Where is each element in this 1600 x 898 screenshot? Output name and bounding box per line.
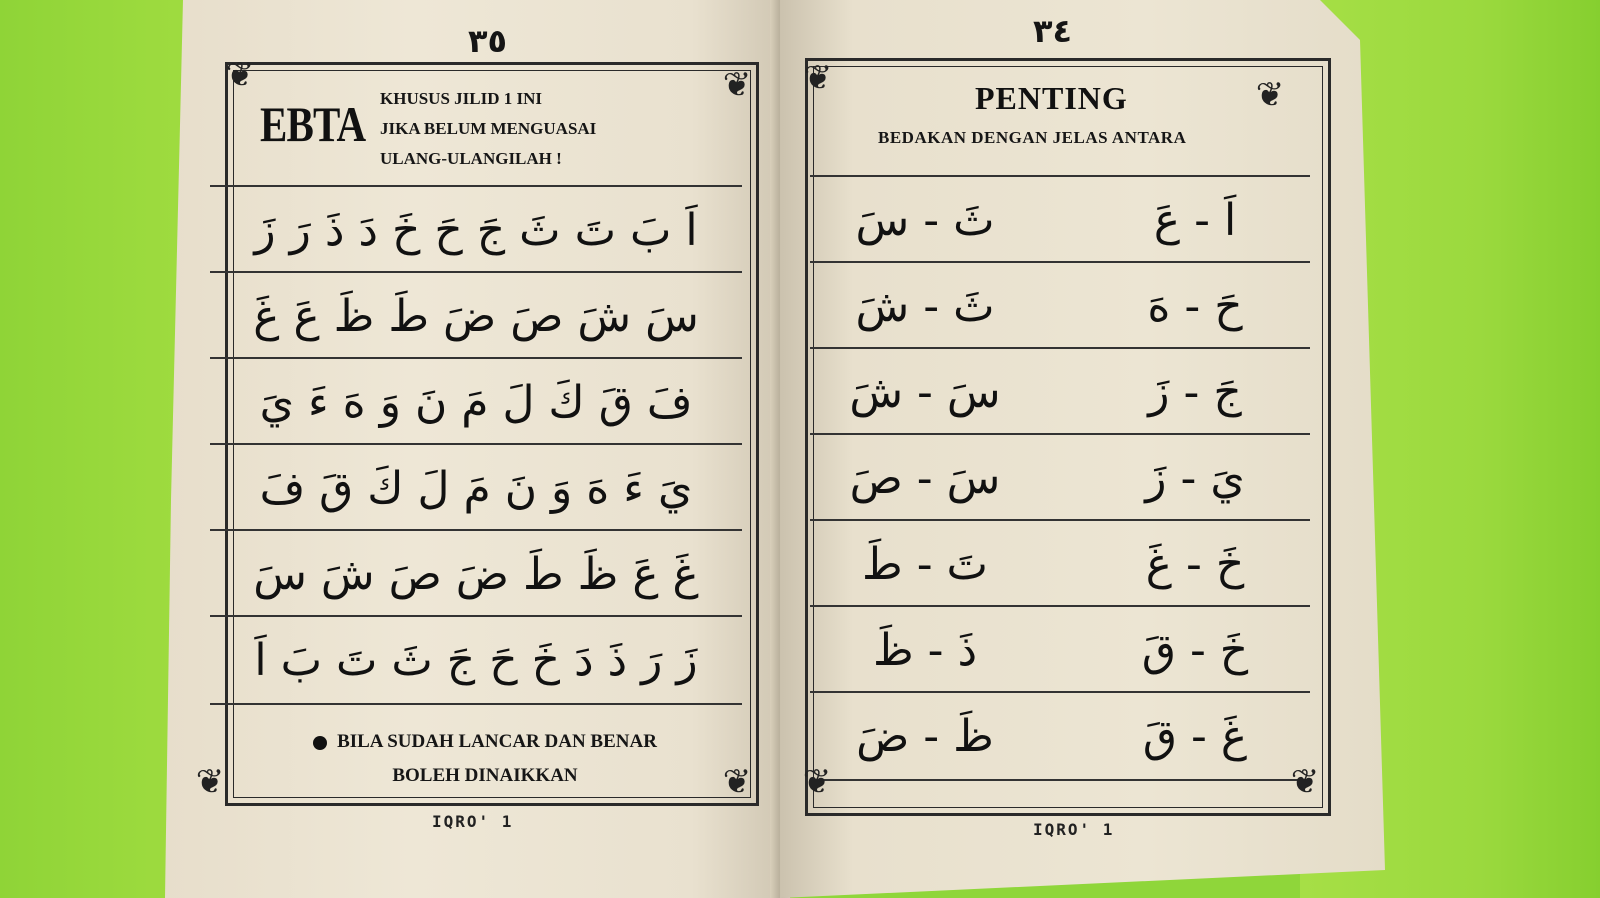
pair-second: ثَ - سَ <box>855 194 995 246</box>
letter-row <box>210 443 742 531</box>
pair-row <box>810 347 1310 435</box>
footer-line-1 <box>245 725 725 759</box>
right-page-number: ٣٤ <box>1033 12 1073 50</box>
ornament-icon: ❦ <box>802 762 832 802</box>
penting-subtitle: BEDAKAN DENGAN JELAS ANTARA <box>878 128 1187 147</box>
ornament-icon: ❦ <box>1290 762 1320 802</box>
left-page-number: ٣٥ <box>468 22 508 60</box>
notice-block <box>380 84 680 174</box>
letter-row <box>210 529 742 617</box>
footer-line-text: BILA SUDAH LANCAR DAN BENAR <box>337 731 657 752</box>
letter-row <box>210 615 742 705</box>
ebta-title: EBTA <box>260 96 366 152</box>
pair-row <box>810 519 1310 607</box>
penting-title: PENTING <box>975 80 1128 116</box>
pair-row <box>810 605 1310 693</box>
pair-first: يَ - زَ <box>1145 452 1245 504</box>
pair-second: ذَ - ظَ <box>872 624 978 676</box>
notice-line: KHUSUS JILID 1 INI <box>380 89 543 108</box>
letter-row-text: زَ رَ ذَ دَ خَ حَ جَ ثَ تَ بَ اَ <box>254 634 698 686</box>
pair-second: سَ - شَ <box>849 366 1001 418</box>
letter-grid <box>210 185 742 717</box>
letter-row-text: يَ ءَ هَ وَ نَ مَ لَ كَ قَ فَ <box>259 462 693 514</box>
pair-first: حَ - هَ <box>1147 280 1243 332</box>
pair-first: اَ - عَ <box>1153 194 1237 246</box>
pair-first: جَ - زَ <box>1148 366 1242 418</box>
notice-line: ULANG-ULANGILAH ! <box>380 149 562 168</box>
footer-note <box>245 725 725 793</box>
letter-row-text: فَ قَ كَ لَ مَ نَ وَ هَ ءَ يَ <box>259 376 693 428</box>
letter-row <box>210 271 742 359</box>
right-footer-label: IQRO' 1 <box>1033 820 1115 839</box>
ornament-icon: ❦ <box>803 58 833 98</box>
footer-line-2: BOLEH DINAIKKAN <box>392 765 578 786</box>
pair-second: تَ - طَ <box>862 538 988 590</box>
pairs-grid <box>810 175 1310 795</box>
ornament-icon: ❦ <box>1255 75 1285 115</box>
bullet-icon <box>313 736 327 750</box>
open-book <box>165 0 1390 898</box>
letter-row-text: سَ شَ صَ ضَ طَ ظَ عَ غَ <box>253 290 699 342</box>
pair-first: غَ - قَ <box>1142 710 1248 762</box>
pair-second: سَ - صَ <box>849 452 1001 504</box>
letter-row <box>210 185 742 273</box>
pair-row <box>810 691 1310 781</box>
notice-line: JIKA BELUM MENGUASAI <box>380 119 597 138</box>
left-footer-label: IQRO' 1 <box>432 812 514 831</box>
ornament-icon: ❦ <box>195 762 225 802</box>
ornament-icon: ❦ <box>722 762 752 802</box>
pair-first: خَ - غَ <box>1145 538 1245 590</box>
pair-second: ظَ - ضَ <box>856 710 994 762</box>
pair-row <box>810 261 1310 349</box>
letter-row-text: غَ عَ ظَ طَ ضَ صَ شَ سَ <box>253 548 699 600</box>
pair-row <box>810 175 1310 263</box>
letter-row <box>210 357 742 445</box>
ornament-icon: ❦ <box>722 65 752 105</box>
pair-first: خَ - قَ <box>1141 624 1249 676</box>
pair-row <box>810 433 1310 521</box>
letter-row-text: اَ بَ تَ ثَ جَ حَ خَ دَ ذَ رَ زَ <box>254 204 698 256</box>
ornament-icon: ❦ <box>225 55 255 95</box>
pair-second: ثَ - شَ <box>855 280 995 332</box>
